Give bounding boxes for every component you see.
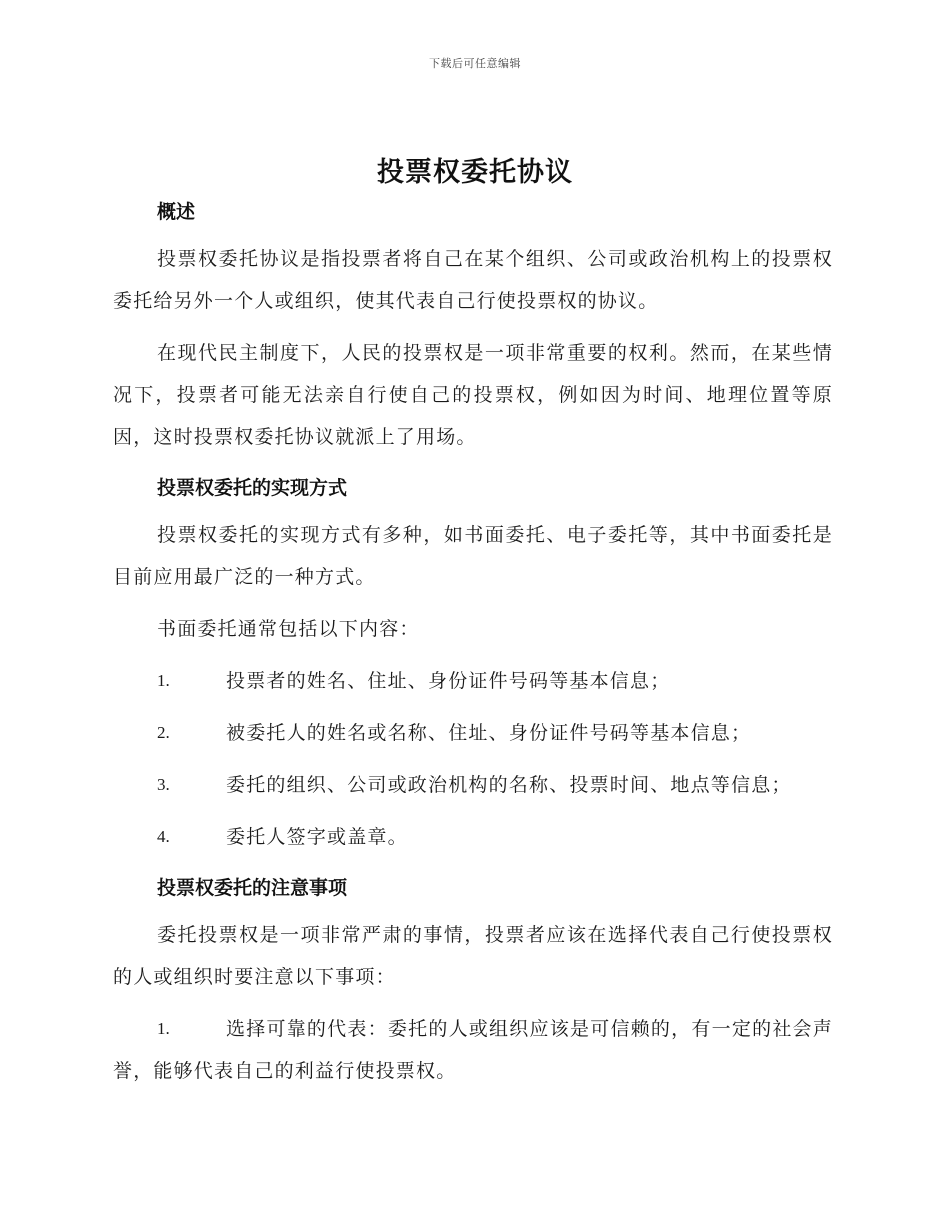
section-heading-overview: 概述 (157, 201, 196, 223)
paragraph: 委托投票权是一项非常严肃的事情，投票者应该在选择代表自己行使投票权的人或组织时要注意以下事项： (113, 924, 833, 988)
header-note: 下载后可任意编辑 (429, 57, 521, 70)
list-item-text: 选择可靠的代表：委托的人或组织应该是可信赖的，有一定的社会声誉，能够代表自己的利益行使投票权。 (113, 1018, 833, 1082)
list-number: 1. (157, 671, 170, 690)
paragraph: 书面委托通常包括以下内容： (157, 618, 420, 640)
list-item (113, 712, 833, 754)
list-number: 3. (157, 775, 170, 794)
section-heading-methods: 投票权委托的实现方式 (157, 477, 348, 499)
list-item-text: 委托的组织、公司或政治机构的名称、投票时间、地点等信息； (226, 774, 792, 796)
list-item (113, 816, 833, 858)
list-number: 1. (157, 1019, 170, 1038)
list-number: 2. (157, 723, 170, 742)
list-item-text: 被委托人的姓名或名称、住址、身份证件号码等基本信息； (226, 722, 752, 744)
paragraph: 投票权委托协议是指投票者将自己在某个组织、公司或政治机构上的投票权委托给另外一个人或组织，使其代表自己行使投票权的协议。 (113, 248, 833, 312)
list-number: 4. (157, 827, 170, 846)
paragraph: 在现代民主制度下，人民的投票权是一项非常重要的权利。然而，在某些情况下，投票者可能无法亲自行使自己的投票权，例如因为时间、地理位置等原因，这时投票权委托协议就派上了用场。 (113, 342, 833, 448)
list-item (113, 660, 833, 702)
list-item (113, 764, 833, 806)
section-heading-notes: 投票权委托的注意事项 (157, 877, 348, 899)
document-body (113, 196, 833, 1092)
paragraph: 投票权委托的实现方式有多种，如书面委托、电子委托等，其中书面委托是目前应用最广泛的一种方式。 (113, 524, 833, 588)
list-item (113, 1008, 833, 1092)
list-item-text: 委托人签字或盖章。 (226, 826, 408, 848)
list-item-text: 投票者的姓名、住址、身份证件号码等基本信息； (226, 670, 671, 692)
document-title: 投票权委托协议 (377, 157, 573, 188)
